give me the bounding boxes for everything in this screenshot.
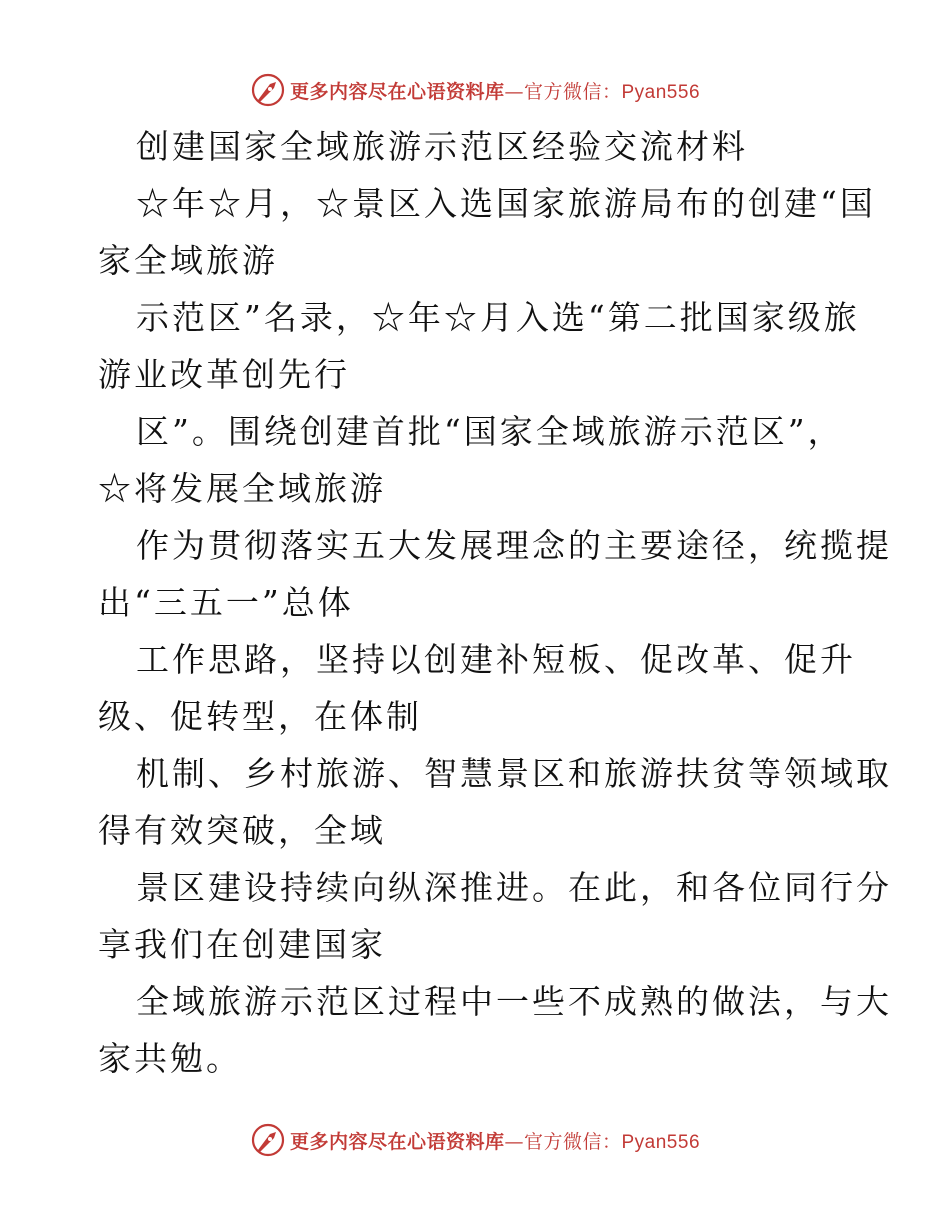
- document-title: 创建国家全域旅游示范区经验交流材料: [136, 127, 748, 166]
- pen-nib-circle-icon: [250, 1122, 286, 1158]
- text-line: 级、促转型，在体制: [98, 697, 422, 736]
- banner-dash: —: [504, 1130, 524, 1153]
- banner-wechat-label: 官方微信：: [523, 80, 622, 103]
- footer-banner: [0, 1118, 950, 1162]
- text-line: 出“三五一”总体: [98, 583, 354, 622]
- banner-main-text: 更多内容尽在心语资料库: [289, 1130, 505, 1153]
- banner-wechat-id: Pyan556: [621, 1131, 701, 1153]
- header-banner: [0, 68, 950, 112]
- text-line: ☆年☆月，☆景区入选国家旅游局布的创建“国: [136, 184, 876, 223]
- text-line: 享我们在创建国家: [98, 925, 386, 964]
- text-line: 景区建设持续向纵深推进。在此，和各位同行分: [136, 868, 892, 907]
- document-body: [98, 118, 892, 1087]
- text-line: 区”。围绕创建首批“国家全域旅游示范区”，: [136, 412, 844, 451]
- pen-nib-circle-icon: [250, 72, 286, 108]
- text-line: 得有效突破，全域: [98, 811, 386, 850]
- text-line: 家共勉。: [98, 1039, 242, 1078]
- text-line: 家全域旅游: [98, 241, 278, 280]
- banner-text: [290, 1127, 700, 1154]
- banner-wechat-label: 官方微信：: [523, 1130, 622, 1153]
- banner-main-text: 更多内容尽在心语资料库: [289, 80, 505, 103]
- text-line: 工作思路，坚持以创建补短板、促改革、促升: [136, 640, 856, 679]
- text-line: 游业改革创先行: [98, 355, 350, 394]
- text-line: ☆将发展全域旅游: [98, 469, 386, 508]
- text-line: 机制、乡村旅游、智慧景区和旅游扶贫等领域取: [136, 754, 892, 793]
- text-line: 示范区”名录，☆年☆月入选“第二批国家级旅: [136, 298, 860, 337]
- text-line: 全域旅游示范区过程中一些不成熟的做法，与大: [136, 982, 892, 1021]
- text-line: 作为贯彻落实五大发展理念的主要途径，统揽提: [136, 526, 892, 565]
- banner-dash: —: [504, 80, 524, 103]
- banner-wechat-id: Pyan556: [621, 81, 701, 103]
- banner-text: [290, 77, 700, 104]
